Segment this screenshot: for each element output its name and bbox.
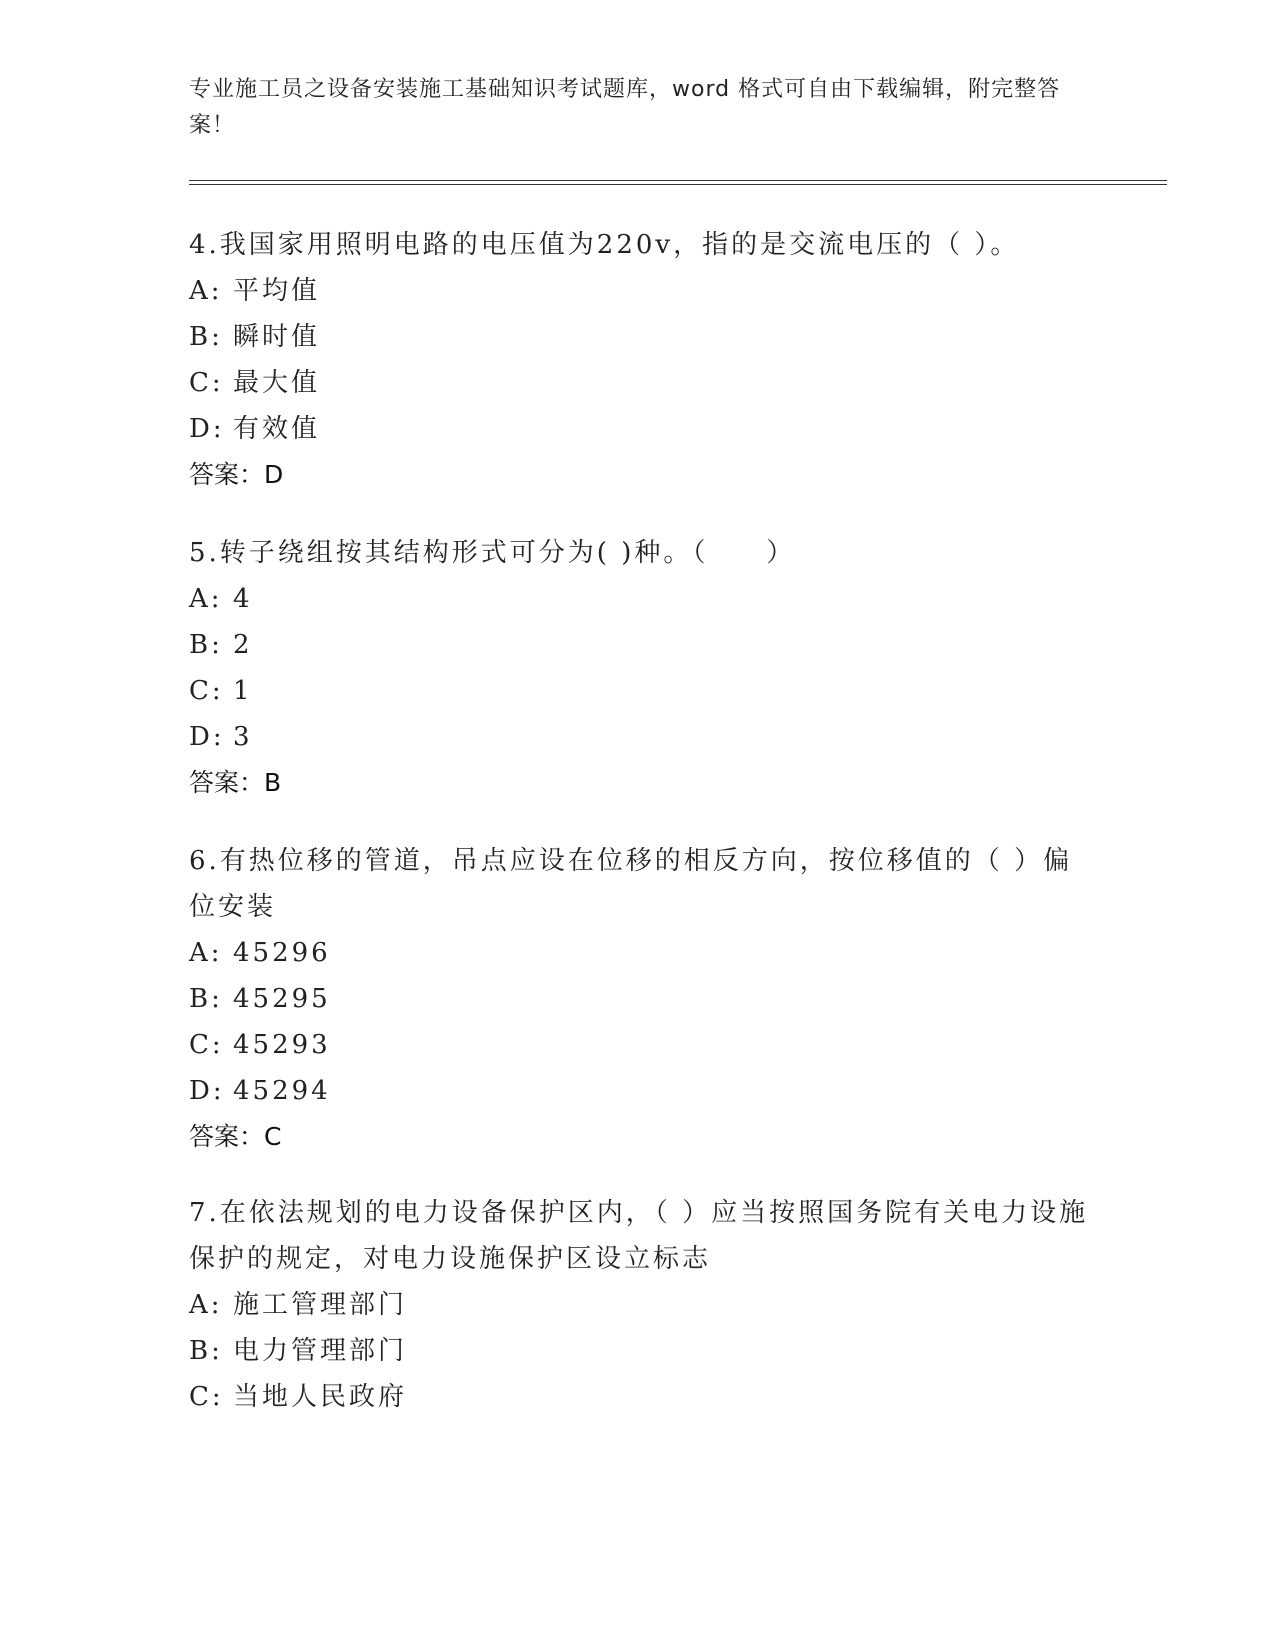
option-c	[189, 668, 1089, 714]
option-text: 施工管理部门	[233, 1290, 408, 1320]
option-label: D:	[189, 414, 225, 444]
answer-line: 答案：B	[189, 768, 282, 797]
option-b	[189, 314, 1089, 360]
option-b	[189, 1328, 1089, 1374]
option-d	[189, 1068, 1089, 1114]
option-c	[189, 1022, 1089, 1068]
option-a	[189, 930, 1089, 976]
option-a	[189, 1282, 1089, 1328]
option-label: C:	[189, 368, 224, 398]
option-label: A:	[189, 276, 223, 306]
option-label: A:	[189, 584, 223, 614]
option-text: 电力管理部门	[233, 1336, 408, 1366]
question-stem: 5.转子绕组按其结构形式可分为( )种。（ ）	[189, 538, 796, 568]
option-d	[189, 406, 1089, 452]
question-stem: 7.在依法规划的电力设备保护区内，（ ）应当按照国务院有关电力设施保护的规定，对电力设施保护区设立标志	[189, 1198, 1089, 1274]
option-text: 45293	[233, 1030, 331, 1060]
option-label: A:	[189, 1290, 223, 1320]
option-text: 当地人民政府	[233, 1382, 408, 1412]
option-a	[189, 268, 1089, 314]
question-4	[189, 222, 1089, 498]
header-divider-bottom	[189, 184, 1167, 185]
option-text: 2	[233, 630, 253, 660]
option-text: 1	[233, 676, 253, 706]
option-text: 有效值	[233, 414, 321, 444]
question-6	[189, 838, 1089, 1160]
option-text: 45296	[233, 938, 331, 968]
option-label: C:	[189, 676, 224, 706]
option-label: D:	[189, 722, 225, 752]
option-label: B:	[189, 984, 223, 1014]
question-7	[189, 1190, 1089, 1420]
option-label: A:	[189, 938, 223, 968]
option-label: B:	[189, 1336, 223, 1366]
option-b	[189, 622, 1089, 668]
option-label: C:	[189, 1382, 224, 1412]
question-stem: 4.我国家用照明电路的电压值为220v，指的是交流电压的（ ）。	[189, 230, 1020, 260]
document-header: 专业施工员之设备安装施工基础知识考试题库，word 格式可自由下载编辑，附完整答案！	[189, 77, 1061, 138]
option-text: 最大值	[233, 368, 321, 398]
option-text: 3	[233, 722, 253, 752]
answer-line: 答案：C	[189, 1122, 282, 1151]
option-label: C:	[189, 1030, 224, 1060]
option-text: 平均值	[233, 276, 321, 306]
option-text: 瞬时值	[233, 322, 321, 352]
question-stem: 6.有热位移的管道，吊点应设在位移的相反方向，按位移值的（ ）偏位安装	[189, 846, 1073, 922]
option-text: 45295	[233, 984, 331, 1014]
option-label: D:	[189, 1076, 225, 1106]
option-text: 45294	[233, 1076, 331, 1106]
option-d	[189, 714, 1089, 760]
option-label: B:	[189, 322, 223, 352]
header-divider-top	[189, 180, 1167, 181]
option-c	[189, 1374, 1089, 1420]
option-a	[189, 576, 1089, 622]
answer-line: 答案：D	[189, 460, 284, 489]
question-5	[189, 530, 1089, 806]
option-text: 4	[233, 584, 253, 614]
option-b	[189, 976, 1089, 1022]
option-c	[189, 360, 1089, 406]
option-label: B:	[189, 630, 223, 660]
